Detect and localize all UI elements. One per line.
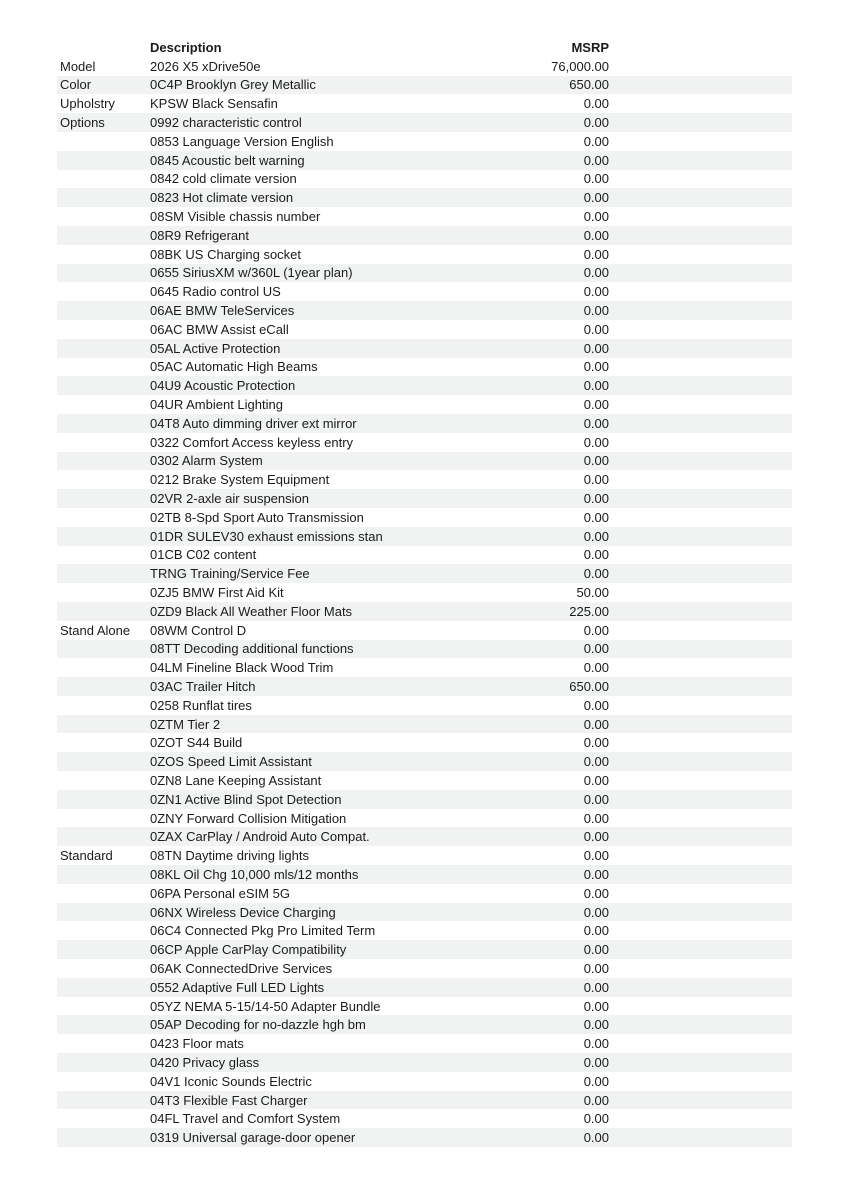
description-cell: 08TN Daytime driving lights	[150, 848, 309, 864]
description-cell: 0322 Comfort Access keyless entry	[150, 434, 354, 450]
table-row	[57, 1015, 792, 1034]
table-row	[57, 1034, 792, 1053]
table-row	[57, 621, 792, 640]
table-row	[57, 733, 792, 752]
description-cell: 08WM Control D	[150, 622, 247, 638]
table-row	[57, 978, 792, 997]
table-row	[57, 884, 792, 903]
msrp-cell: 0.00	[583, 885, 609, 901]
description-cell: 0655 SiriusXM w/360L (1year plan)	[150, 265, 353, 281]
table-body	[57, 57, 792, 1147]
description-cell: 0302 Alarm System	[150, 453, 263, 469]
msrp-cell: 0.00	[583, 904, 609, 920]
table-row	[57, 76, 792, 95]
table-row	[57, 57, 792, 76]
msrp-cell: 0.00	[583, 979, 609, 995]
table-row	[57, 827, 792, 846]
table-row	[57, 640, 792, 659]
table-row	[57, 790, 792, 809]
table-row	[57, 207, 792, 226]
table-row	[57, 376, 792, 395]
msrp-cell: 0.00	[583, 1073, 609, 1089]
msrp-cell: 0.00	[583, 772, 609, 788]
table-row	[57, 320, 792, 339]
description-cell: 06AK ConnectedDrive Services	[150, 960, 333, 976]
msrp-cell: 0.00	[583, 265, 609, 281]
description-cell: 06C4 Connected Pkg Pro Limited Term	[150, 923, 376, 939]
table-row	[57, 489, 792, 508]
description-column-header: Description	[150, 39, 222, 55]
msrp-cell: 0.00	[583, 848, 609, 864]
msrp-cell: 0.00	[583, 998, 609, 1014]
table-row	[57, 658, 792, 677]
table-row	[57, 508, 792, 527]
table-row	[57, 696, 792, 715]
msrp-cell: 0.00	[583, 735, 609, 751]
table-row	[57, 170, 792, 189]
description-cell: 0ZAX CarPlay / Android Auto Compat.	[150, 829, 370, 845]
msrp-cell: 0.00	[583, 1017, 609, 1033]
table-row	[57, 1091, 792, 1110]
description-cell: 0ZOT S44 Build	[150, 735, 243, 751]
msrp-cell: 0.00	[583, 754, 609, 770]
msrp-cell: 0.00	[583, 829, 609, 845]
description-cell: 0ZTM Tier 2	[150, 716, 221, 732]
description-cell: 02TB 8-Spd Sport Auto Transmission	[150, 509, 364, 525]
msrp-cell: 0.00	[583, 622, 609, 638]
msrp-cell: 0.00	[583, 716, 609, 732]
msrp-cell: 0.00	[583, 472, 609, 488]
msrp-cell: 0.00	[583, 246, 609, 262]
description-cell: 0ZNY Forward Collision Mitigation	[150, 810, 347, 826]
table-row	[57, 527, 792, 546]
table-row	[57, 921, 792, 940]
table-row	[57, 846, 792, 865]
msrp-cell: 0.00	[583, 1054, 609, 1070]
msrp-cell: 0.00	[583, 1092, 609, 1108]
table-row	[57, 132, 792, 151]
msrp-cell: 0.00	[583, 359, 609, 375]
description-cell: 03AC Trailer Hitch	[150, 678, 256, 694]
table-row	[57, 903, 792, 922]
table-row	[57, 1109, 792, 1128]
table-row	[57, 470, 792, 489]
table-row	[57, 433, 792, 452]
msrp-cell: 0.00	[583, 397, 609, 413]
msrp-cell: 0.00	[583, 942, 609, 958]
table-row	[57, 865, 792, 884]
table-row	[57, 602, 792, 621]
msrp-cell: 0.00	[583, 321, 609, 337]
msrp-cell: 0.00	[583, 866, 609, 882]
table-row	[57, 113, 792, 132]
msrp-cell: 650.00	[569, 678, 609, 694]
msrp-cell: 50.00	[576, 585, 609, 600]
msrp-cell: 76,000.00	[551, 58, 609, 74]
description-cell: 04UR Ambient Lighting	[150, 397, 283, 413]
description-cell: 01DR SULEV30 exhaust emissions stan	[150, 528, 383, 544]
table-row	[57, 677, 792, 696]
table-row	[57, 1072, 792, 1091]
description-cell: 0C4P Brooklyn Grey Metallic	[150, 77, 316, 93]
msrp-cell: 0.00	[583, 1130, 609, 1146]
msrp-cell: 0.00	[583, 115, 609, 131]
vehicle-options-table	[57, 38, 792, 1147]
table-row	[57, 940, 792, 959]
description-cell: 0ZN1 Active Blind Spot Detection	[150, 791, 342, 807]
msrp-cell: 0.00	[583, 415, 609, 431]
table-row	[57, 301, 792, 320]
description-cell: 06AC BMW Assist eCall	[150, 321, 289, 337]
description-cell: 0423 Floor mats	[150, 1036, 244, 1052]
table-row	[57, 715, 792, 734]
description-cell: 04LM Fineline Black Wood Trim	[150, 660, 334, 676]
table-row	[57, 1053, 792, 1072]
msrp-cell: 650.00	[569, 77, 609, 93]
table-row	[57, 395, 792, 414]
table-row	[57, 546, 792, 565]
description-cell: 0ZD9 Black All Weather Floor Mats	[150, 603, 353, 619]
msrp-cell: 0.00	[583, 547, 609, 563]
description-cell: 0842 cold climate version	[150, 171, 297, 187]
table-row	[57, 264, 792, 283]
description-cell: 0823 Hot climate version	[150, 190, 294, 206]
description-cell: 0845 Acoustic belt warning	[150, 152, 305, 168]
table-row	[57, 282, 792, 301]
msrp-cell: 0.00	[583, 303, 609, 319]
table-row	[57, 226, 792, 245]
description-cell: 0319 Universal garage-door opener	[150, 1130, 356, 1146]
description-cell: 0258 Runflat tires	[150, 697, 252, 713]
category-cell: Color	[60, 77, 92, 93]
msrp-cell: 0.00	[583, 284, 609, 300]
table-row	[57, 414, 792, 433]
description-cell: 08R9 Refrigerant	[150, 227, 249, 243]
table-row	[57, 245, 792, 264]
msrp-cell: 0.00	[583, 960, 609, 976]
table-row	[57, 564, 792, 583]
description-cell: 01CB C02 content	[150, 547, 257, 563]
msrp-cell: 0.00	[583, 434, 609, 450]
description-cell: 08TT Decoding additional functions	[150, 641, 354, 657]
description-cell: 04T8 Auto dimming driver ext mirror	[150, 415, 357, 431]
table-row	[57, 997, 792, 1016]
table-row	[57, 752, 792, 771]
table-row	[57, 452, 792, 471]
table-row	[57, 583, 792, 602]
description-cell: 06CP Apple CarPlay Compatibility	[150, 942, 347, 958]
msrp-cell: 0.00	[583, 810, 609, 826]
table-row	[57, 358, 792, 377]
description-cell: 06NX Wireless Device Charging	[150, 904, 336, 920]
msrp-cell: 0.00	[583, 378, 609, 394]
msrp-column-header: MSRP	[571, 39, 609, 55]
msrp-cell: 0.00	[583, 660, 609, 676]
msrp-cell: 0.00	[583, 1111, 609, 1127]
description-cell: 0420 Privacy glass	[150, 1054, 260, 1070]
description-cell: 04T3 Flexible Fast Charger	[150, 1092, 308, 1108]
msrp-cell: 0.00	[583, 133, 609, 149]
description-cell: 08KL Oil Chg 10,000 mls/12 months	[150, 866, 359, 882]
description-cell: 0212 Brake System Equipment	[150, 472, 330, 488]
description-cell: 04V1 Iconic Sounds Electric	[150, 1073, 312, 1089]
description-cell: 0992 characteristic control	[150, 115, 302, 131]
category-cell: Options	[60, 115, 105, 131]
table-row	[57, 94, 792, 113]
msrp-cell: 0.00	[583, 491, 609, 507]
table-row	[57, 188, 792, 207]
category-cell: Model	[60, 58, 96, 74]
description-cell: 06AE BMW TeleServices	[150, 303, 295, 319]
msrp-cell: 0.00	[583, 171, 609, 187]
msrp-cell: 0.00	[583, 190, 609, 206]
msrp-cell: 0.00	[583, 227, 609, 243]
description-cell: KPSW Black Sensafin	[150, 96, 278, 112]
description-cell: 0552 Adaptive Full LED Lights	[150, 979, 325, 995]
description-cell: 08BK US Charging socket	[150, 246, 302, 262]
category-cell: Stand Alone	[60, 622, 131, 638]
msrp-cell: 225.00	[569, 603, 609, 619]
msrp-cell: 0.00	[583, 509, 609, 525]
description-cell: 05AL Active Protection	[150, 340, 281, 356]
description-cell: 05AP Decoding for no-dazzle hgh bm	[150, 1017, 366, 1033]
table-row	[57, 771, 792, 790]
msrp-cell: 0.00	[583, 1036, 609, 1052]
description-cell: 02VR 2-axle air suspension	[150, 491, 309, 507]
table-row	[57, 151, 792, 170]
msrp-cell: 0.00	[583, 566, 609, 582]
category-cell: Standard	[60, 848, 113, 864]
description-cell: 05AC Automatic High Beams	[150, 359, 318, 375]
description-cell: 0ZN8 Lane Keeping Assistant	[150, 772, 322, 788]
table-row	[57, 339, 792, 358]
table-row	[57, 959, 792, 978]
category-cell: Upholstry	[60, 96, 115, 112]
msrp-cell: 0.00	[583, 453, 609, 469]
description-cell: 0ZJ5 BMW First Aid Kit	[150, 585, 284, 600]
table-header-row	[57, 38, 792, 57]
msrp-cell: 0.00	[583, 923, 609, 939]
table-row	[57, 1128, 792, 1147]
table-row	[57, 809, 792, 828]
msrp-cell: 0.00	[583, 697, 609, 713]
msrp-cell: 0.00	[583, 791, 609, 807]
msrp-cell: 0.00	[583, 641, 609, 657]
msrp-cell: 0.00	[583, 340, 609, 356]
msrp-cell: 0.00	[583, 152, 609, 168]
msrp-cell: 0.00	[583, 209, 609, 225]
description-cell: 0853 Language Version English	[150, 133, 334, 149]
description-cell: 08SM Visible chassis number	[150, 209, 321, 225]
description-cell: 0645 Radio control US	[150, 284, 281, 300]
description-cell: 0ZOS Speed Limit Assistant	[150, 754, 312, 770]
description-cell: TRNG Training/Service Fee	[150, 566, 310, 582]
description-cell: 04FL Travel and Comfort System	[150, 1111, 341, 1127]
msrp-cell: 0.00	[583, 96, 609, 112]
description-cell: 05YZ NEMA 5-15/14-50 Adapter Bundle	[150, 998, 381, 1014]
description-cell: 2026 X5 xDrive50e	[150, 58, 261, 74]
msrp-cell: 0.00	[583, 528, 609, 544]
description-cell: 04U9 Acoustic Protection	[150, 378, 296, 394]
description-cell: 06PA Personal eSIM 5G	[150, 885, 290, 901]
